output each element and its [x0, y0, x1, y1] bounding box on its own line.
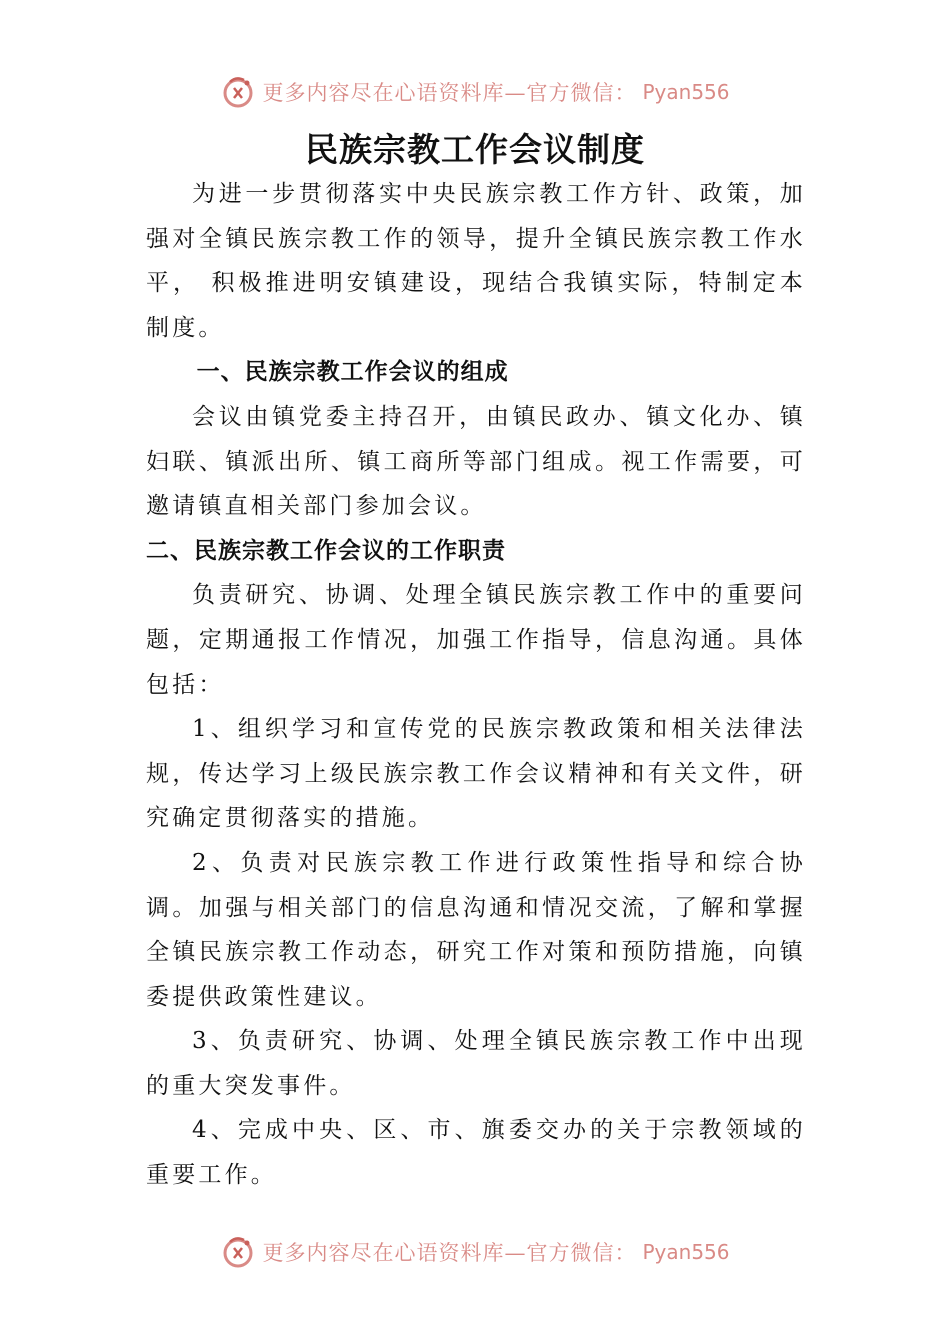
- duty-item-4: 4、完成中央、区、市、旗委交办的关于宗教领域的重要工作。: [146, 1117, 806, 1189]
- watermark-wechat-id: Pyan556: [642, 80, 730, 104]
- watermark-text: 更多内容尽在心语资料库—官方微信：: [262, 1241, 637, 1265]
- duty-item-3: 3、负责研究、协调、处理全镇民族宗教工作中出现的重大突发事件。: [146, 1028, 806, 1099]
- watermark-wechat-id: Pyan556: [642, 1240, 730, 1264]
- brand-logo-icon: [220, 74, 256, 110]
- watermark-banner-top: [0, 72, 950, 112]
- watermark-text: 更多内容尽在心语资料库—官方微信：: [262, 81, 637, 105]
- document-body: [146, 172, 806, 1198]
- duties-paragraph: 负责研究、协调、处理全镇民族宗教工作中的重要问题，定期通报工作情况，加强工作指导，信息沟通。具体包括：: [146, 582, 806, 698]
- composition-paragraph: 会议由镇党委主持召开，由镇民政办、镇文化办、镇妇联、镇派出所、镇工商所等部门组成。视工作需要，可邀请镇直相关部门参加会议。: [146, 403, 806, 520]
- duty-item-2: 2、负责对民族宗教工作进行政策性指导和综合协调。加强与相关部门的信息沟通和情况交流，了解和掌握全镇民族宗教工作动态，研究工作对策和预防措施，向镇委提供政策性建议。: [146, 849, 806, 1010]
- section-heading-composition: 一、民族宗教工作会议的组成: [196, 358, 509, 386]
- document-title: 民族宗教工作会议制度: [305, 130, 645, 169]
- brand-logo-icon: [220, 1234, 256, 1270]
- intro-paragraph: 为进一步贯彻落实中央民族宗教工作方针、政策，加强对全镇民族宗教工作的领导，提升全镇民族宗教工作水平， 积极推进明安镇建设，现结合我镇实际，特制定本制度。: [146, 181, 806, 341]
- section-heading-duties: 二、民族宗教工作会议的工作职责: [146, 536, 506, 564]
- watermark-banner-bottom: [0, 1232, 950, 1272]
- duty-item-1: 1、组织学习和宣传党的民族宗教政策和相关法律法规，传达学习上级民族宗教工作会议精神和有关文件，研究确定贯彻落实的措施。: [146, 716, 806, 832]
